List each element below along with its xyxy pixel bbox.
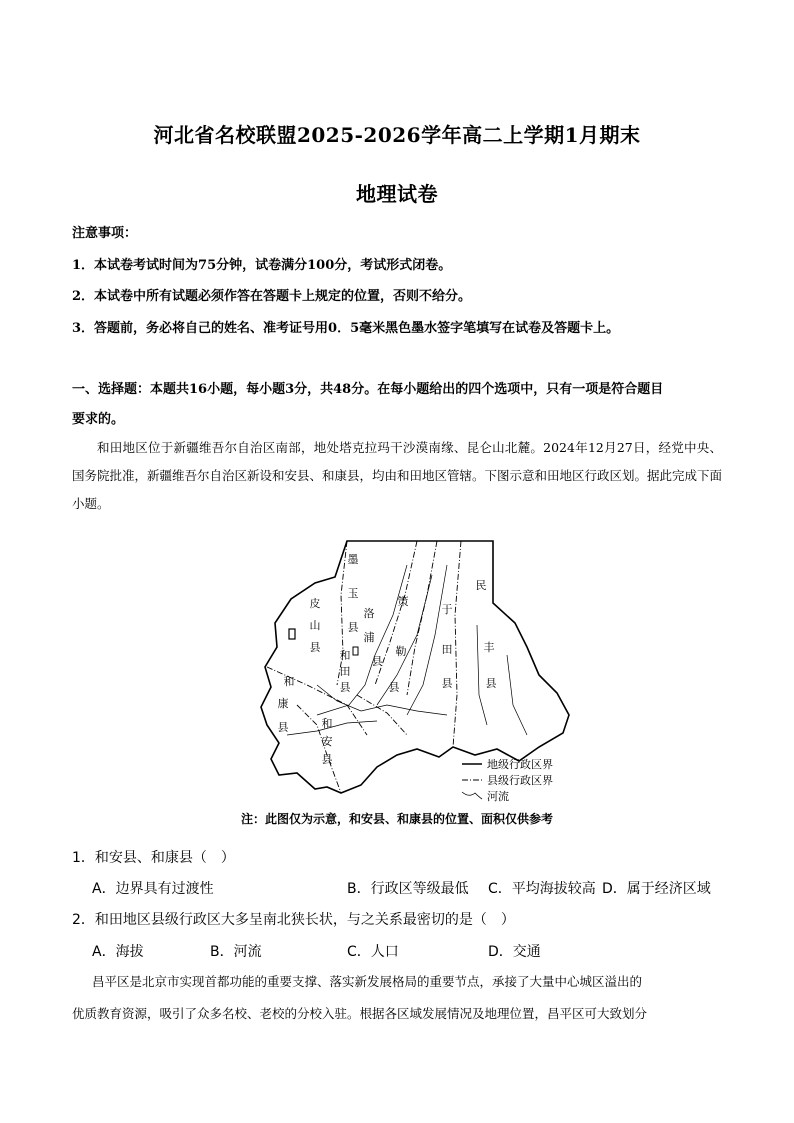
label-minfeng-3: 县 — [485, 677, 497, 690]
notice-item-3: 3．答题前，务必将自己的姓名、准考证号用0．5毫米黑色墨水签字笔填写在试卷及答题卡上。 — [72, 321, 620, 336]
label-hean-1: 和 — [321, 717, 333, 730]
question-1-stem: 1．和安县、和康县（ ） — [72, 850, 235, 866]
exam-title: 河北省名校联盟2025-2026学年高二上学期1月期末 — [153, 123, 641, 147]
question-2-option-c: C．人口 — [347, 944, 399, 960]
label-cele-2: 勒 — [395, 645, 407, 658]
notice-item-1: 1．本试卷考试时间为75分钟，试卷满分100分，考试形式闭卷。 — [72, 258, 452, 273]
county-boundary — [337, 541, 347, 685]
question-2-option-a: A．海拔 — [92, 944, 144, 960]
legend-county: 县级行政区界 — [487, 774, 553, 787]
passage-changping-line2: 优质教育资源，吸引了众多名校、老校的分校入驻。根据各区域发展情况及地理位置，昌平区可大致划分 — [72, 1006, 648, 1021]
label-minfeng-2: 丰 — [483, 641, 495, 654]
label-yutian-2: 田 — [441, 643, 453, 656]
question-2-option-d: D．交通 — [488, 944, 541, 960]
passage-changping-line1: 昌平区是北京市实现首都功能的重要支撑、落实新发展格局的重要节点，承接了大量中心城区溢出的 — [92, 974, 643, 989]
exam-subject: 地理试卷 — [356, 182, 438, 206]
map-legend — [462, 757, 553, 803]
legend-prefecture: 地级行政区界 — [487, 758, 553, 771]
county-boundary — [357, 695, 407, 735]
label-yutian-3: 县 — [441, 677, 453, 690]
section-heading-cont: 要求的。 — [72, 412, 125, 427]
map-caption: 注：此图仅为示意，和安县、和康县的位置、面积仅供参考 — [240, 812, 553, 826]
prefecture-boundary — [261, 541, 569, 793]
question-1-option-a: A．边界具有过渡性 — [92, 881, 214, 897]
label-yutian-1: 于 — [441, 603, 453, 616]
label-hetian-2: 田 — [339, 665, 351, 678]
river — [477, 625, 487, 725]
label-luopu-3: 县 — [371, 655, 383, 668]
label-cele-1: 策 — [397, 595, 409, 608]
hetian-map-svg — [257, 535, 587, 805]
question-1-option-d: D．属于经济区域 — [602, 881, 711, 897]
hetian-map — [257, 535, 587, 805]
notice-item-2: 2．本试卷中所有试题必须作答在答题卡上规定的位置，否则不给分。 — [72, 289, 472, 304]
label-moyu-2: 玉 — [347, 587, 359, 600]
label-hean-3: 县 — [321, 753, 333, 766]
river — [407, 565, 447, 715]
question-2-stem: 2．和田地区县级行政区大多呈南北狭长状，与之关系最密切的是（ ） — [72, 912, 515, 928]
legend-river: 河流 — [487, 790, 509, 803]
label-pishan-2: 山 — [309, 619, 321, 632]
label-moyu-3: 县 — [347, 621, 359, 634]
label-hekang-3: 县 — [277, 721, 289, 734]
question-1-option-b: B．行政区等级最低 — [347, 881, 469, 897]
question-2-option-b: B．河流 — [210, 944, 262, 960]
label-moyu-1: 墨 — [347, 553, 359, 566]
notice-heading: 注意事项： — [72, 226, 138, 241]
label-luopu-2: 浦 — [363, 631, 375, 644]
label-hean-2: 安 — [321, 735, 333, 748]
river — [507, 655, 527, 735]
label-minfeng-1: 民 — [475, 579, 487, 592]
label-pishan-1: 皮 — [309, 597, 321, 610]
label-hetian-1: 和 — [339, 649, 351, 662]
passage-hetian: 和田地区位于新疆维吾尔自治区南部，地处塔克拉玛干沙漠南缘、昆仑山北麓。2024年12月27日，经党中央、国务院批准，新疆维吾尔自治区新设和安县、和康县，均由和田地区管辖。下图示意和田地区行政区划。据此完成下面小题。 — [72, 440, 723, 511]
question-1-option-c: C．平均海拔较高 — [488, 881, 596, 897]
label-pishan-3: 县 — [309, 641, 321, 654]
label-hetian-3: 县 — [339, 681, 351, 694]
label-hekang-2: 康 — [277, 697, 289, 710]
label-cele-3: 县 — [388, 681, 400, 694]
county-boundary — [453, 541, 461, 747]
section-heading: 一、选择题：本题共16小题，每小题3分，共48分。在每小题给出的四个选项中，只有一项是符合题目 — [72, 382, 664, 397]
river — [317, 685, 447, 715]
label-hekang-1: 和 — [283, 675, 295, 688]
label-luopu-1: 洛 — [363, 607, 375, 620]
